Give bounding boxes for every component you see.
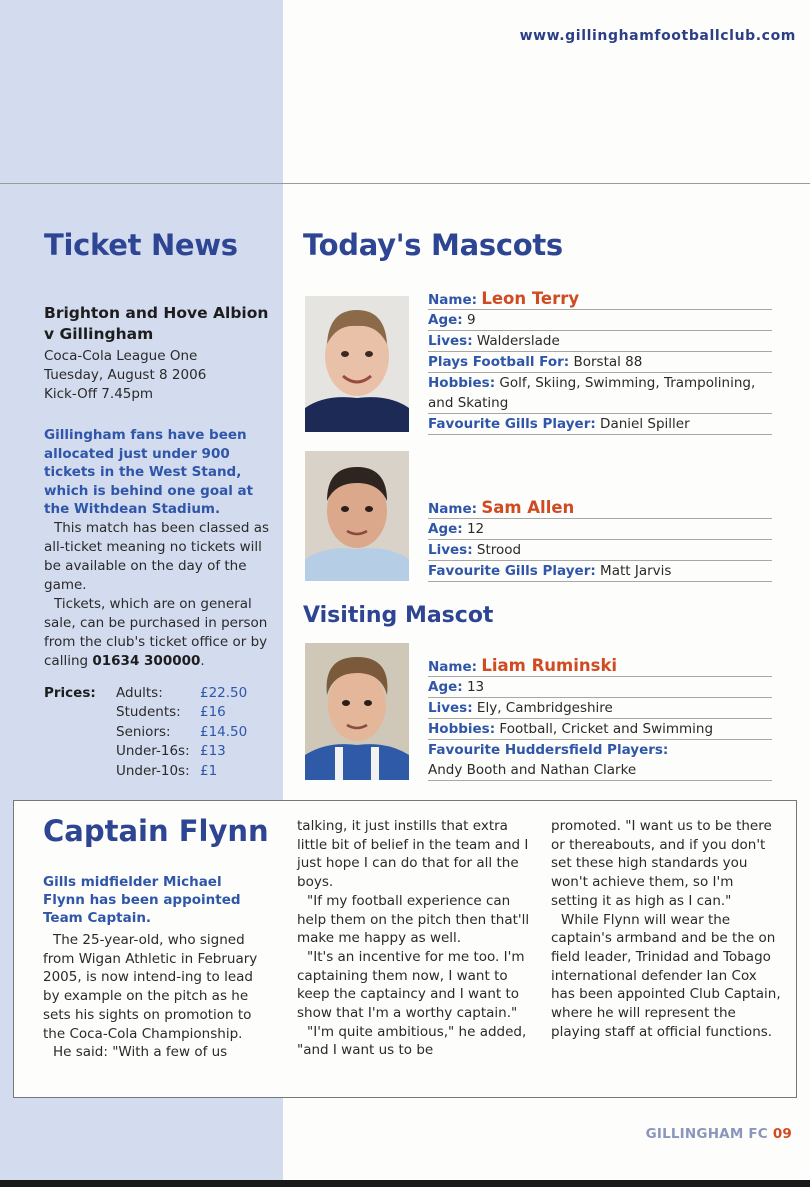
footer-club: GILLINGHAM FC: [645, 1126, 768, 1142]
price-row: Under-16s: £13: [116, 743, 226, 759]
sam-allen-photo: [305, 451, 409, 581]
competition: Coca-Cola League One: [44, 348, 198, 364]
match-title: [44, 303, 274, 345]
mascot-age: 13: [466, 679, 485, 695]
page-number: 09: [772, 1126, 792, 1142]
ticket-phone: 01634 300000: [92, 653, 201, 669]
captain-paragraph: The 25-year-old, who signed from Wigan Athletic in February 2005, is now intend-ing to lead by example on the pitch as he sets his sights on promotion to the Coca-Cola Championship.: [43, 932, 258, 1042]
captain-column-3: [551, 817, 781, 1041]
mascot-name: Leon Terry: [481, 289, 580, 308]
captain-column-2: [297, 817, 533, 1060]
mascot-lives: Strood: [476, 542, 522, 558]
match-line-1: Brighton and Hove Albion: [44, 304, 269, 322]
captain-paragraph: "If my football experience can help them on the pitch then that'll make me happy as well.: [297, 892, 530, 947]
captain-paragraph: "It's an incentive for me too. I'm captaining them now, I want to keep the captaincy and I want to show that I'm a worthy captain.": [297, 948, 525, 1022]
page-footer: [646, 1126, 792, 1142]
match-date: Tuesday, August 8 2006: [44, 367, 207, 383]
website-url: www.gillinghamfootballclub.com: [519, 28, 796, 44]
kickoff-time: Kick-Off 7.45pm: [44, 386, 154, 402]
visiting-mascot-heading: Visiting Mascot: [303, 603, 494, 628]
mascot-name: Sam Allen: [481, 498, 575, 517]
price-row: Adults: £22.50: [116, 685, 248, 701]
mascot-lives: Walderslade: [476, 333, 560, 349]
price-row: Under-10s: £1: [116, 763, 218, 779]
ticket-news-heading: Ticket News: [44, 228, 238, 262]
todays-mascots-heading: Today's Mascots: [303, 228, 563, 262]
match-line-2: v Gillingham: [44, 325, 154, 343]
ticket-lead-text: Gillingham fans have been allocated just under 900 tickets in the West Stand, which is behind one goal at the Withdean Stadium.: [44, 427, 254, 517]
header-divider: [0, 183, 810, 184]
prices-label: Prices:: [44, 685, 96, 701]
price-row: Seniors: £14.50: [116, 724, 248, 740]
mascot-name: Liam Ruminski: [481, 656, 618, 675]
sam-allen-card: Name: Sam Allen Age: 12 Lives: Strood Favourite Gills Player: Matt Jarvis: [428, 498, 772, 582]
captain-heading: Captain Flynn: [43, 814, 269, 848]
mascot-lives: Ely, Cambridgeshire: [476, 700, 613, 716]
leon-terry-photo: [305, 296, 409, 432]
leon-terry-card: Name: Leon Terry Age: 9 Lives: Walderslade Plays Football For: Borstal 88 Hobbies: Golf, Skiing, Swimming, Trampolining, and Skating Favourite Gills Player: Daniel Spiller: [428, 289, 772, 435]
mascot-favourite: Matt Jarvis: [600, 563, 672, 579]
mascot-hobbies: Football, Cricket and Swimming: [499, 721, 714, 737]
mascot-favourite: Daniel Spiller: [600, 416, 690, 432]
price-row: Students: £16: [116, 704, 226, 720]
ticket-body: [44, 519, 276, 671]
mascot-hobbies: Golf, Skiing, Swimming, Trampolining, and Skating: [428, 375, 756, 411]
captain-column-1: [43, 931, 267, 1062]
mascot-plays-for: Borstal 88: [573, 354, 643, 370]
page-bottom-edge: [0, 1180, 810, 1187]
ticket-para-2: Tickets, which are on general sale, can be purchased in person from the club's ticket office or by calling 01634 300000.: [44, 596, 268, 669]
captain-paragraph: He said: "With a few of us: [53, 1044, 228, 1061]
captain-paragraph: "I'm quite ambitious," he added, "and I want us to be: [297, 1023, 527, 1059]
ticket-para-1: This match has been classed as all-ticket meaning no tickets will be available on the day of the game.: [44, 520, 270, 593]
mascot-favourite: Andy Booth and Nathan Clarke: [428, 762, 637, 778]
mascot-age: 12: [466, 521, 485, 537]
liam-ruminski-photo: [305, 643, 409, 780]
captain-paragraph: promoted. "I want us to be there or thereabouts, and if you don't set these high standards you won't achieve them, so I'm setting it as high as I can.": [551, 818, 772, 909]
match-info: [44, 347, 274, 404]
mascot-age: 9: [466, 312, 476, 328]
captain-lead: Gills midfielder Michael Flynn has been appointed Team Captain.: [43, 874, 241, 926]
liam-ruminski-card: Name: Liam Ruminski Age: 13 Lives: Ely, Cambridgeshire Hobbies: Football, Cricket and Swimming Favourite Huddersfield Players: Andy Booth and Nathan Clarke: [428, 656, 772, 781]
captain-paragraph: talking, it just instills that extra little bit of belief in the team and I just hope I can do that for all the boys.: [297, 818, 529, 891]
captain-paragraph: While Flynn will wear the captain's armband and be the on field leader, Trinidad and Tobago international defender Ian Cox has been appointed Club Captain, where he will represent the playing staff at official functions.: [551, 911, 781, 1040]
